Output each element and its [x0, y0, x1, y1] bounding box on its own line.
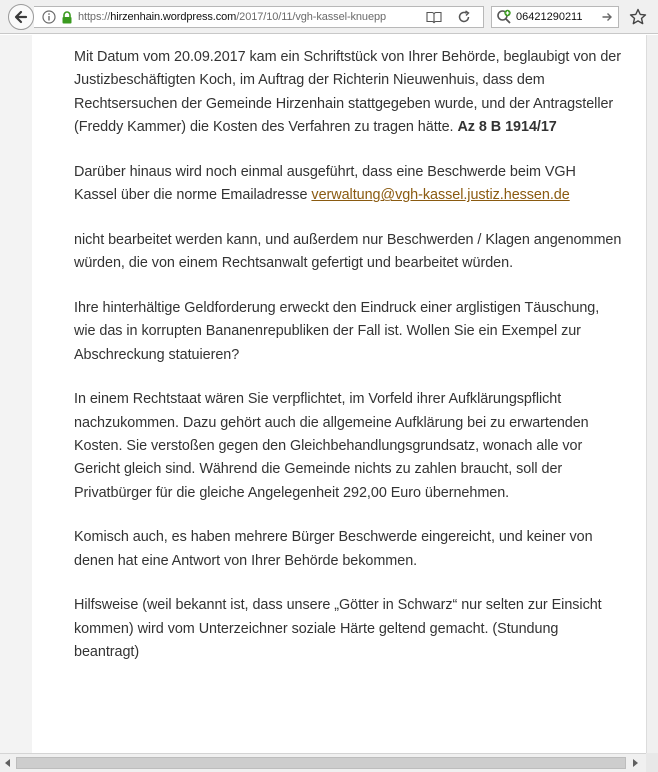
case-number: Az 8 B 1914/17: [457, 119, 557, 136]
paragraph-3: nicht bearbeitet werden kann, und außerdem nur Beschwerden / Klagen angenommen würden, die von einem Rechtsanwalt gefertigt und bearbeitet würden.: [74, 231, 622, 272]
lock-icon[interactable]: [60, 10, 74, 24]
address-bar[interactable]: [34, 6, 484, 28]
back-button[interactable]: [8, 4, 34, 30]
search-engine-icon[interactable]: [496, 9, 512, 25]
search-input[interactable]: 06421290211: [516, 11, 583, 23]
url-scheme: https://: [78, 11, 111, 23]
page-content: [0, 35, 646, 753]
back-arrow-icon: [13, 9, 29, 25]
url-text[interactable]: [78, 11, 408, 23]
paragraph-1-text: Mit Datum vom 20.09.2017 kam ein Schriftstück von Ihrer Behörde, beglaubigt von der Justizbeschäftigten Koch, im Auftrag der Richterin Nieuwenhuis, dass dem Rechtsersuchen der Gemeinde Hirzenhain stattgegeben wurde, und der Antragsteller (Freddy Kammer) die Kosten des Verfahren zu tragen hätte.: [74, 49, 621, 136]
horizontal-scrollbar[interactable]: [0, 753, 658, 772]
arrow-right-icon[interactable]: [600, 10, 614, 24]
paragraph-6: Komisch auch, es haben mehrere Bürger Beschwerde eingereicht, und keiner von denen hat eine Antwort von Ihrer Behörde bekommen.: [74, 529, 593, 569]
search-bar[interactable]: [491, 6, 619, 28]
paragraph-2-text: Darüber hinaus wird noch einmal ausgeführt, dass eine Beschwerde beim VGH Kassel über die norme Emailadresse: [74, 163, 576, 204]
email-link[interactable]: verwaltung@vgh-kassel.justiz.hessen.de: [311, 187, 570, 204]
scrollbar-corner: [646, 753, 658, 772]
url-path: /2017/10/11/vgh-kassel-knuepp: [236, 11, 386, 23]
paragraph-2: [74, 161, 622, 208]
paragraph-1: [74, 46, 622, 140]
reader-view-icon[interactable]: [425, 9, 443, 25]
vertical-scrollbar[interactable]: [646, 35, 658, 753]
page-left-margin: [0, 35, 32, 753]
scroll-left-icon[interactable]: [1, 756, 15, 770]
info-icon[interactable]: [40, 8, 58, 26]
article-body: [74, 46, 622, 686]
scroll-right-icon[interactable]: [628, 756, 642, 770]
star-icon[interactable]: [628, 7, 648, 27]
reload-icon[interactable]: [455, 9, 473, 25]
horizontal-scrollbar-thumb[interactable]: [16, 757, 626, 769]
browser-toolbar: [0, 0, 658, 34]
paragraph-5: In einem Rechtstaat wären Sie verpflichtet, im Vorfeld ihrer Aufklärungspflicht nachzukommen. Dazu gehört auch die allgemeine Aufklärung bei zu erwartenden Kosten. Sie verstoßen gegen den Gleichbehandlungsgrundsatz, wonach alle vor Gericht gleich sind. Während die Gemeinde nichts zu zahlen braucht, soll der Privatbürger für die gleiche Angelegenheit 292,00 Euro übernehmen.: [74, 391, 589, 501]
url-host: hirzenhain.wordpress.com: [110, 11, 237, 23]
paragraph-7: Hilfsweise (weil bekannt ist, dass unsere „Götter in Schwarz“ nur selten zur Einsicht kommen) wird vom Unterzeichner soziale Härte geltend gemacht. (Stundung beantragt): [74, 597, 602, 661]
paragraph-4: Ihre hinterhältige Geldforderung erweckt den Eindruck einer arglistigen Täuschung, wie das in korrupten Bananenrepubliken der Fall ist. Wollen Sie ein Exempel zur Abschreckung statuieren?: [74, 299, 600, 363]
